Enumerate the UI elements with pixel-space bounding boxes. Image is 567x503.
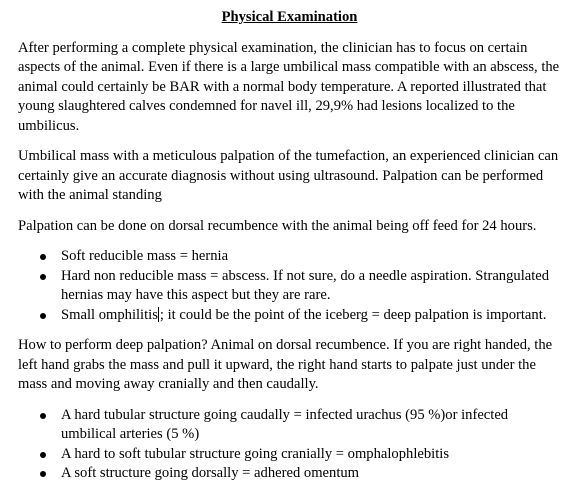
list-item xyxy=(61,306,561,326)
list-item: A soft structure going dorsally = adhered omentum xyxy=(61,464,561,484)
paragraph-palpation: Umbilical mass with a meticulous palpation of the tumefaction, an experienced clinician can certainly give an accurate diagnosis without using ultrasound. Palpation can be performed with the animal standing xyxy=(18,148,559,203)
paragraph-deep-palpation: How to perform deep palpation? Animal on dorsal recumbence. If you are right handed, the left hand grabs the mass and pull it upward, the right hand starts to palpate just under the mass and moving away cranially and then caudally. xyxy=(18,337,553,392)
list-item-text: Small omphilitis xyxy=(61,306,158,323)
text-cursor xyxy=(158,307,159,322)
deep-palpation-findings-list xyxy=(18,406,561,484)
list-item: Hard non reducible mass = abscess. If not sure, do a needle aspiration. Strangulated hernias may have this aspect but they are rare. xyxy=(61,267,561,306)
paragraph-dorsal-recumbence: Palpation can be done on dorsal recumbence with the animal being off feed for 24 hours. xyxy=(18,217,537,234)
list-item: Soft reducible mass = hernia xyxy=(61,247,561,267)
paragraph-intro: After performing a complete physical examination, the clinician has to focus on certain aspects of the animal. Even if there is a large umbilical mass compatible with an abscess, the animal could certainly be BAR with a normal body temperature. A reported illustrated that young slaughtered calves condemned for navel ill, 29,9% had lesions localized to the umbilicus. xyxy=(18,39,560,134)
list-item-text: ; it could be the point of the iceberg = deep palpation is important. xyxy=(159,306,547,323)
list-item: A hard tubular structure going caudally = infected urachus (95 %)or infected umbilical arteries (5 %) xyxy=(61,406,561,445)
palpation-findings-list xyxy=(18,247,561,325)
document-title: Physical Examination xyxy=(221,9,358,25)
list-item: A hard to soft tubular structure going cranially = omphalophlebitis xyxy=(61,445,561,465)
